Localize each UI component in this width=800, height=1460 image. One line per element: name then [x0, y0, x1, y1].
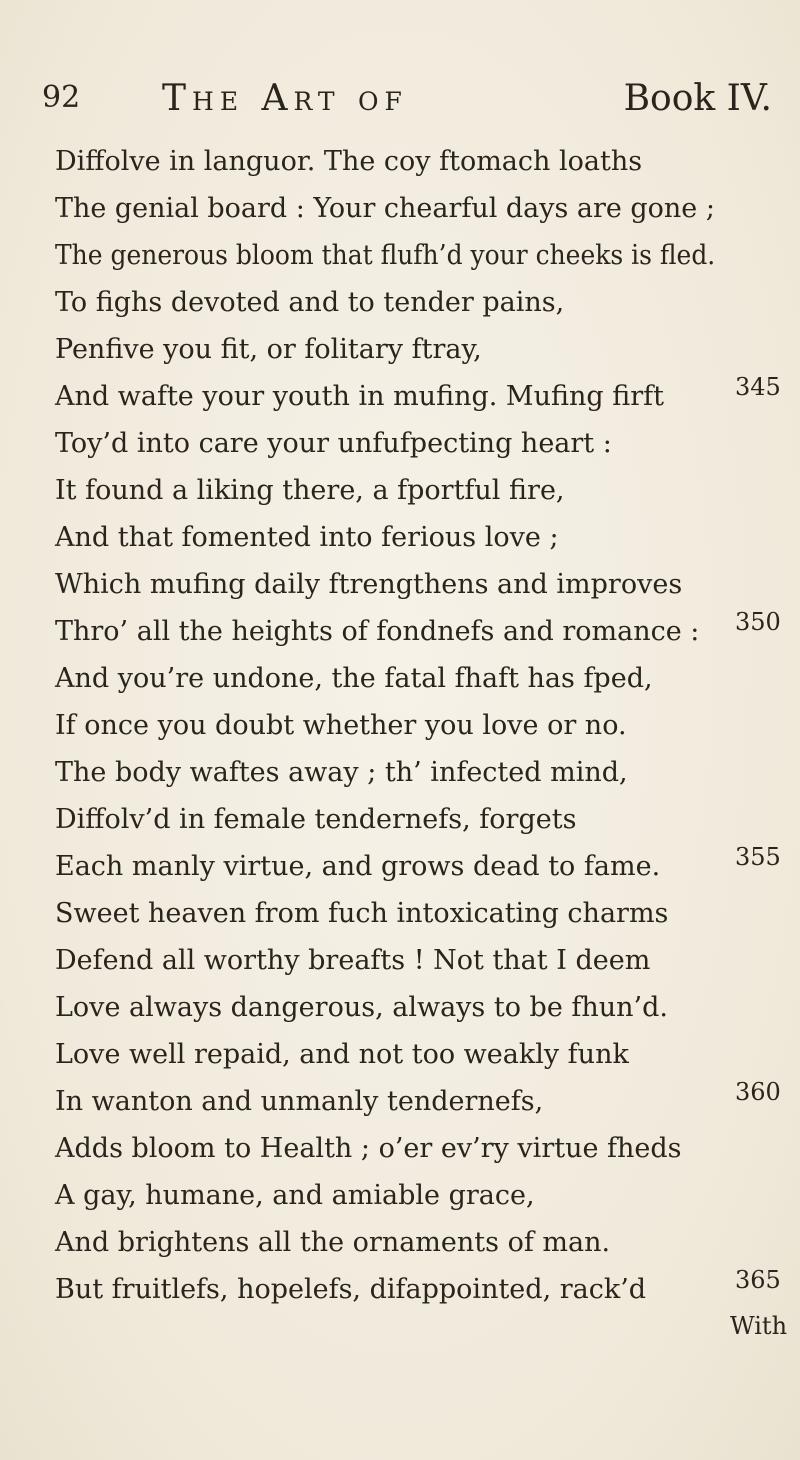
running-title: The Art of	[162, 78, 408, 119]
verse-line: Toy’d into care your unfufpecting heart :	[55, 428, 612, 459]
verse-line: The genial board : Your chearful days are gone ;	[55, 193, 715, 224]
verse-line: In wanton and unmanly tendernefs,	[55, 1086, 544, 1117]
verse-line: It found a liking there, a fportful fire,	[55, 475, 565, 506]
page-number: 92	[42, 80, 81, 115]
verse-line: And you’re undone, the fatal fhaft has fped,	[55, 663, 653, 694]
verse-line: Penfive you fit, or folitary ftray,	[55, 334, 482, 365]
page-header	[42, 78, 772, 128]
verse-line: Diffolv’d in female tendernefs, forgets	[55, 804, 577, 835]
verse-line: Sweet heaven from fuch intoxicating charms	[55, 898, 669, 929]
verse-line: And that fomented into ferious love ;	[55, 522, 559, 553]
verse-line: To fighs devoted and to tender pains,	[55, 287, 565, 318]
line-number-350: 350	[735, 608, 781, 636]
verse-line: Thro’ all the heights of fondnefs and romance :	[55, 616, 700, 647]
line-number-355: 355	[735, 843, 781, 871]
verse-line: And brightens all the ornaments of man.	[55, 1227, 611, 1258]
catchword: With	[730, 1312, 788, 1340]
verse-line: Love always dangerous, always to be fhun’d.	[55, 992, 669, 1023]
verse-line: Adds bloom to Health ; o’er ev’ry virtue fheds	[55, 1133, 682, 1164]
verse-line: The generous bloom that flufh’d your cheeks is fled.	[55, 240, 716, 271]
verse-line: Each manly virtue, and grows dead to fame.	[55, 851, 661, 882]
verse-line: And wafte your youth in mufing. Mufing firft	[55, 381, 664, 412]
line-number-360: 360	[735, 1078, 781, 1106]
verse-line: Diffolve in languor. The coy ftomach loaths	[55, 146, 643, 177]
verse-line: A gay, humane, and amiable grace,	[55, 1180, 535, 1211]
line-number-345: 345	[735, 373, 781, 401]
verse-line: If once you doubt whether you love or no.	[55, 710, 627, 741]
verse-line: Defend all worthy breafts ! Not that I deem	[55, 945, 651, 976]
verse-line: But fruitlefs, hopelefs, difappointed, rack’d	[55, 1274, 647, 1305]
line-number-365: 365	[735, 1266, 781, 1294]
poem-text	[55, 138, 725, 1313]
book-label: Book IV.	[623, 78, 772, 119]
verse-line: Love well repaid, and not too weakly funk	[55, 1039, 629, 1070]
verse-line: Which mufing daily ftrengthens and improves	[55, 569, 683, 600]
verse-line: The body waftes away ; th’ infected mind,	[55, 757, 628, 788]
